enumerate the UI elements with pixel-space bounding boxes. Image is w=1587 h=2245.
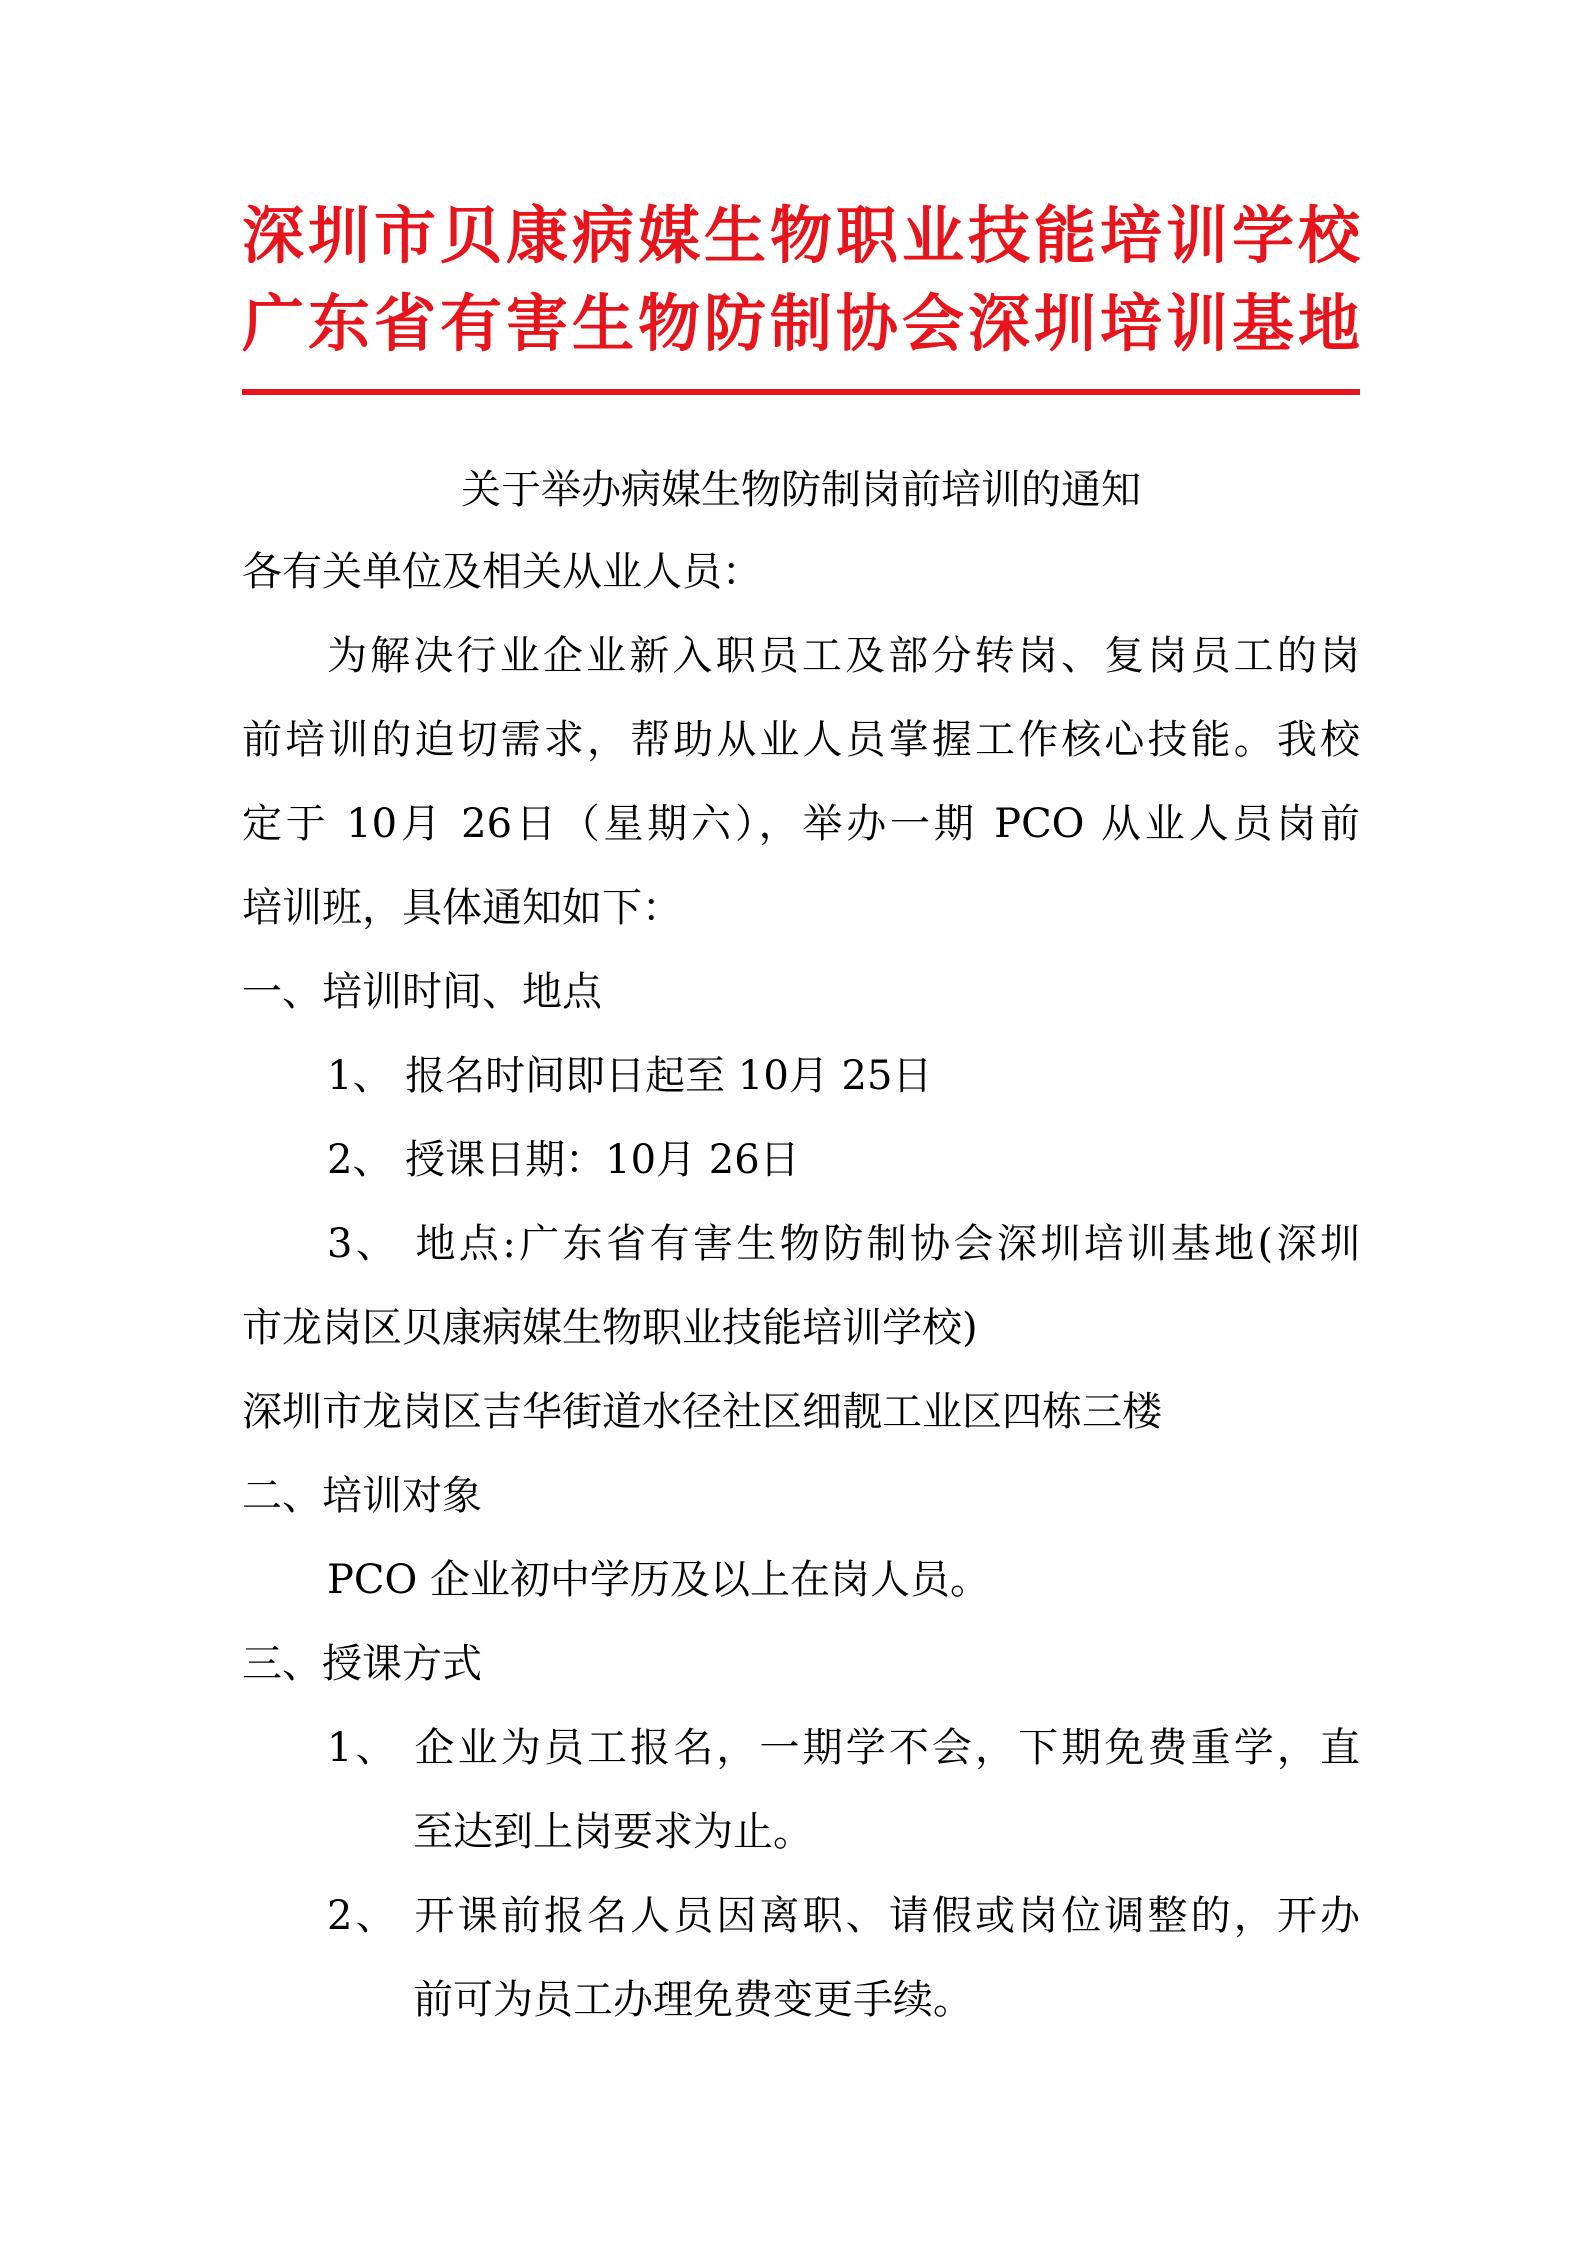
intro-line-2: 前培训的迫切需求，帮助从业人员掌握工作核心技能。我校 [242, 717, 1360, 763]
letterhead-association-name: 广东省有害生物防制协会深圳培训基地 [242, 287, 1360, 360]
section3-heading: 三、授课方式 [242, 1641, 482, 1687]
intro-line-1: 为解决行业企业新入职员工及部分转岗、复岗员工的岗 [327, 633, 1360, 679]
letterhead-school-name: 深圳市贝康病媒生物职业技能培训学校 [242, 199, 1360, 272]
section1-item-1: 1、 报名时间即日起至 10月 25日 [327, 1053, 933, 1099]
section3-item-2-line-1: 2、 开课前报名人员因离职、请假或岗位调整的，开办 [327, 1893, 1360, 1939]
section1-item-3: 3、 地点:广东省有害生物防制协会深圳培训基地(深圳 [327, 1221, 1360, 1267]
section3-item-1-line-1: 1、 企业为员工报名，一期学不会，下期免费重学，直 [327, 1725, 1360, 1771]
section3-item-1-line-2: 至达到上岗要求为止。 [413, 1809, 813, 1855]
section1-location-cont: 市龙岗区贝康病媒生物职业技能培训学校) [242, 1305, 978, 1351]
letterhead-divider [242, 389, 1360, 395]
section2-heading: 二、培训对象 [242, 1473, 482, 1519]
section1-item-2: 2、 授课日期：10月 26日 [327, 1137, 800, 1183]
section1-address: 深圳市龙岗区吉华街道水径社区细靓工业区四栋三楼 [242, 1389, 1162, 1435]
section1-heading: 一、培训时间、地点 [242, 969, 602, 1015]
notice-title: 关于举办病媒生物防制岗前培训的通知 [461, 467, 1141, 513]
intro-line-4: 培训班，具体通知如下： [242, 885, 682, 931]
section2-text: PCO 企业初中学历及以上在岗人员。 [327, 1557, 991, 1603]
salutation: 各有关单位及相关从业人员： [242, 549, 762, 595]
section3-item-2-line-2: 前可为员工办理免费变更手续。 [413, 1977, 973, 2023]
intro-line-3: 定于 10月 26日（星期六），举办一期 PCO 从业人员岗前 [242, 801, 1360, 847]
